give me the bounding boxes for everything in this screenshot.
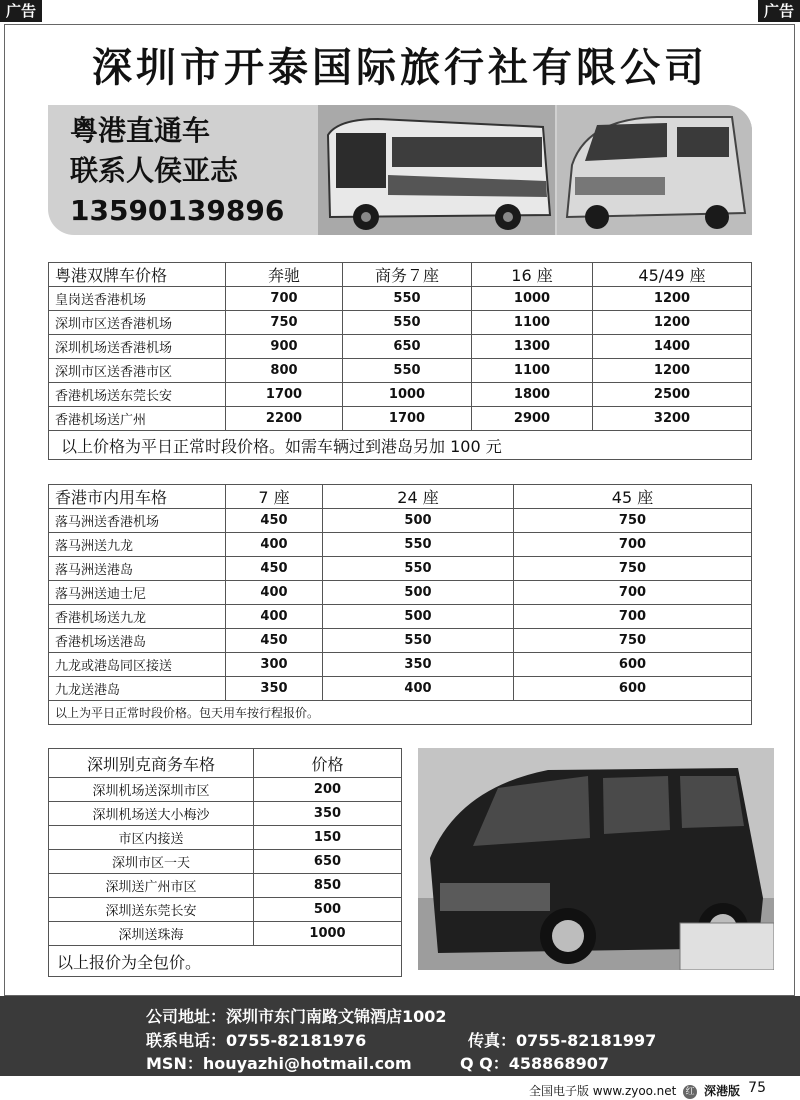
route-cell: 落马洲送迪士尼 bbox=[49, 581, 226, 605]
table-header-cell: 粤港双牌车价格 bbox=[49, 263, 226, 287]
table-note: 以上报价为全包价。 bbox=[49, 946, 402, 977]
price-cell: 400 bbox=[226, 605, 323, 629]
price-cell: 1200 bbox=[593, 287, 752, 311]
table-note-row bbox=[49, 701, 752, 725]
price-cell: 1700 bbox=[226, 383, 343, 407]
table-header-row bbox=[49, 485, 752, 509]
price-cell: 2900 bbox=[472, 407, 593, 431]
table-row bbox=[49, 629, 752, 653]
price-cell: 700 bbox=[514, 533, 752, 557]
table-header-cell: 深圳别克商务车格 bbox=[49, 749, 254, 778]
table-row bbox=[49, 533, 752, 557]
route-cell: 深圳市区送香港市区 bbox=[49, 359, 226, 383]
route-cell: 深圳送珠海 bbox=[49, 922, 254, 946]
table-row bbox=[49, 581, 752, 605]
price-cell: 400 bbox=[226, 533, 323, 557]
table-header-row bbox=[49, 263, 752, 287]
table-header-cell: 45/49 座 bbox=[593, 263, 752, 287]
route-cell: 深圳机场送大小梅沙 bbox=[49, 802, 254, 826]
ad-tag-left: 广告 bbox=[0, 0, 42, 22]
table-row bbox=[49, 359, 752, 383]
price-cell: 550 bbox=[343, 311, 472, 335]
table-row bbox=[49, 898, 402, 922]
alphard-van-photo bbox=[557, 105, 752, 235]
price-cell: 400 bbox=[226, 581, 323, 605]
price-cell: 1000 bbox=[343, 383, 472, 407]
table-row bbox=[49, 778, 402, 802]
contact-text bbox=[70, 111, 284, 231]
coach-bus-photo bbox=[318, 105, 555, 235]
footer-address: 公司地址：深圳市东门南路文锦酒店1002 bbox=[146, 1007, 447, 1026]
price-cell: 350 bbox=[226, 677, 323, 701]
price-cell: 200 bbox=[254, 778, 402, 802]
price-cell: 600 bbox=[514, 677, 752, 701]
price-cell: 700 bbox=[226, 287, 343, 311]
route-cell: 深圳送广州市区 bbox=[49, 874, 254, 898]
cross-border-price-table bbox=[48, 262, 752, 460]
route-cell: 市区内接送 bbox=[49, 826, 254, 850]
route-cell: 深圳机场送深圳市区 bbox=[49, 778, 254, 802]
publication-line bbox=[529, 1082, 740, 1099]
route-cell: 香港机场送九龙 bbox=[49, 605, 226, 629]
price-cell: 750 bbox=[514, 557, 752, 581]
price-cell: 750 bbox=[226, 311, 343, 335]
price-cell: 450 bbox=[226, 629, 323, 653]
table-row bbox=[49, 677, 752, 701]
route-cell: 落马洲送港岛 bbox=[49, 557, 226, 581]
contact-service: 粤港直通车 bbox=[70, 114, 211, 147]
table-row bbox=[49, 311, 752, 335]
edition-text: 深港版 bbox=[703, 1084, 740, 1098]
price-cell: 750 bbox=[514, 509, 752, 533]
price-cell: 1000 bbox=[472, 287, 593, 311]
table-header-cell: 香港市内用车格 bbox=[49, 485, 226, 509]
table-header-row bbox=[49, 749, 402, 778]
route-cell: 香港机场送东莞长安 bbox=[49, 383, 226, 407]
footer-msn: MSN：houyazhi@hotmail.com bbox=[146, 1054, 412, 1073]
footer-qq: Q Q：458868907 bbox=[460, 1054, 609, 1073]
table-row bbox=[49, 557, 752, 581]
table-row bbox=[49, 653, 752, 677]
price-cell: 550 bbox=[323, 557, 514, 581]
shenzhen-buick-price-table bbox=[48, 748, 402, 977]
table-note: 以上价格为平日正常时段价格。如需车辆过到港岛另加 100 元 bbox=[49, 431, 752, 460]
table-row bbox=[49, 826, 402, 850]
price-cell: 2500 bbox=[593, 383, 752, 407]
table-header-cell: 16 座 bbox=[472, 263, 593, 287]
site-text: 全国电子版 www.zyoo.net bbox=[528, 1084, 677, 1098]
price-cell: 350 bbox=[254, 802, 402, 826]
price-cell: 450 bbox=[226, 557, 323, 581]
price-cell: 1700 bbox=[343, 407, 472, 431]
price-cell: 650 bbox=[254, 850, 402, 874]
table-note-row bbox=[49, 946, 402, 977]
price-cell: 350 bbox=[323, 653, 514, 677]
price-cell: 1100 bbox=[472, 311, 593, 335]
table-header-cell: 7 座 bbox=[226, 485, 323, 509]
ad-tag-right: 广告 bbox=[758, 0, 800, 22]
price-cell: 1400 bbox=[593, 335, 752, 359]
footer-fax: 传真：0755-82181997 bbox=[468, 1031, 657, 1050]
price-cell: 700 bbox=[514, 581, 752, 605]
contact-footer bbox=[0, 996, 800, 1076]
price-cell: 300 bbox=[226, 653, 323, 677]
price-cell: 500 bbox=[323, 605, 514, 629]
table-row bbox=[49, 287, 752, 311]
table-header-cell: 45 座 bbox=[514, 485, 752, 509]
price-cell: 3200 bbox=[593, 407, 752, 431]
table-header-cell: 奔驰 bbox=[226, 263, 343, 287]
route-cell: 深圳市区送香港机场 bbox=[49, 311, 226, 335]
table-header-cell: 商务７座 bbox=[343, 263, 472, 287]
page-number: 75 bbox=[748, 1080, 766, 1096]
price-cell: 550 bbox=[323, 629, 514, 653]
badge-icon: 红 bbox=[683, 1085, 697, 1099]
price-cell: 400 bbox=[323, 677, 514, 701]
price-cell: 1200 bbox=[593, 311, 752, 335]
price-cell: 1800 bbox=[472, 383, 593, 407]
price-cell: 1200 bbox=[593, 359, 752, 383]
route-cell: 深圳送东莞长安 bbox=[49, 898, 254, 922]
table-row bbox=[49, 874, 402, 898]
route-cell: 深圳市区一天 bbox=[49, 850, 254, 874]
table-note: 以上为平日正常时段价格。包天用车按行程报价。 bbox=[49, 701, 752, 725]
table-row bbox=[49, 407, 752, 431]
route-cell: 深圳机场送香港机场 bbox=[49, 335, 226, 359]
price-cell: 700 bbox=[514, 605, 752, 629]
price-cell: 500 bbox=[323, 581, 514, 605]
route-cell: 九龙或港岛同区接送 bbox=[49, 653, 226, 677]
price-cell: 800 bbox=[226, 359, 343, 383]
route-cell: 落马洲送九龙 bbox=[49, 533, 226, 557]
contact-person: 联系人侯亚志 bbox=[70, 154, 239, 187]
table-row bbox=[49, 802, 402, 826]
price-cell: 500 bbox=[254, 898, 402, 922]
route-cell: 皇岗送香港机场 bbox=[49, 287, 226, 311]
table-row bbox=[49, 605, 752, 629]
price-cell: 500 bbox=[323, 509, 514, 533]
price-cell: 1300 bbox=[472, 335, 593, 359]
table-row bbox=[49, 509, 752, 533]
price-cell: 850 bbox=[254, 874, 402, 898]
footer-phone: 联系电话：0755-82181976 bbox=[146, 1031, 367, 1050]
price-cell: 550 bbox=[323, 533, 514, 557]
price-cell: 750 bbox=[514, 629, 752, 653]
price-cell: 550 bbox=[343, 359, 472, 383]
company-title: 深圳市开泰国际旅行社有限公司 bbox=[92, 45, 708, 91]
price-cell: 1100 bbox=[472, 359, 593, 383]
table-header-cell: 24 座 bbox=[323, 485, 514, 509]
price-cell: 450 bbox=[226, 509, 323, 533]
price-cell: 550 bbox=[343, 287, 472, 311]
contact-phone: 13590139896 bbox=[70, 194, 285, 227]
price-cell: 1000 bbox=[254, 922, 402, 946]
table-note-row bbox=[49, 431, 752, 460]
route-cell: 落马洲送香港机场 bbox=[49, 509, 226, 533]
price-cell: 600 bbox=[514, 653, 752, 677]
price-cell: 150 bbox=[254, 826, 402, 850]
buick-mpv-photo bbox=[418, 748, 774, 970]
price-cell: 900 bbox=[226, 335, 343, 359]
table-header-cell: 价格 bbox=[254, 749, 402, 778]
table-row bbox=[49, 335, 752, 359]
table-row bbox=[49, 922, 402, 946]
price-cell: 650 bbox=[343, 335, 472, 359]
hongkong-price-table bbox=[48, 484, 752, 725]
route-cell: 香港机场送广州 bbox=[49, 407, 226, 431]
route-cell: 香港机场送港岛 bbox=[49, 629, 226, 653]
table-row bbox=[49, 383, 752, 407]
route-cell: 九龙送港岛 bbox=[49, 677, 226, 701]
price-cell: 2200 bbox=[226, 407, 343, 431]
table-row bbox=[49, 850, 402, 874]
